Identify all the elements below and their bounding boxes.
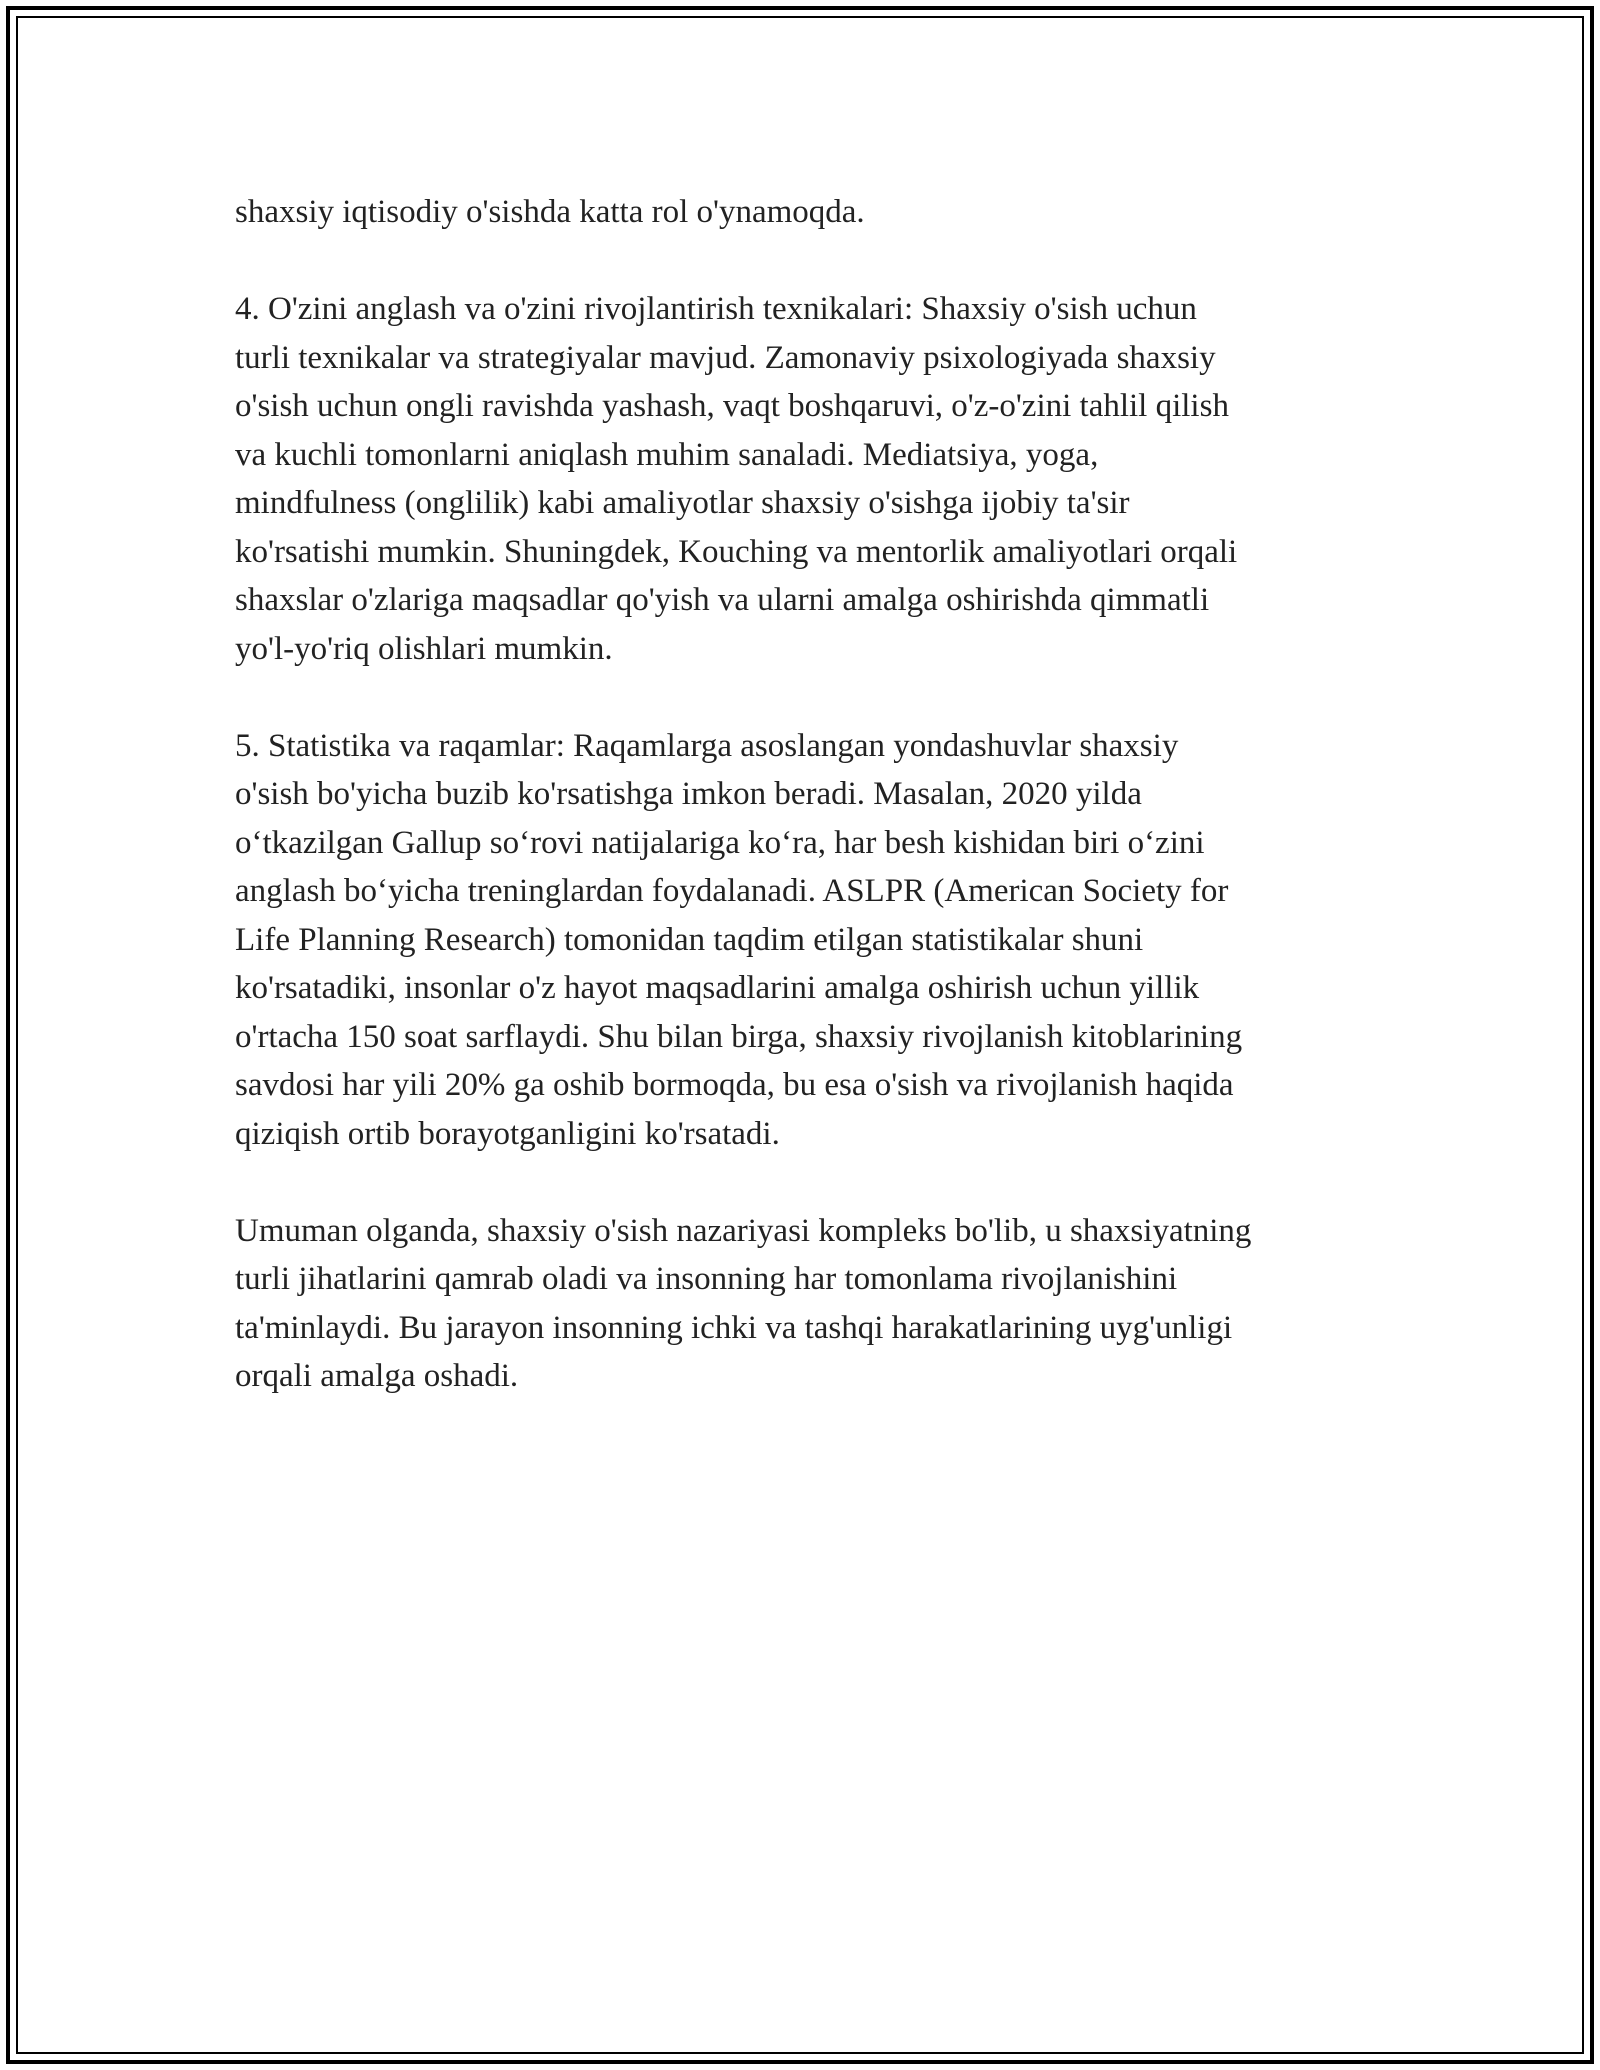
text-line: shaxsiy iqtisodiy o'sishda katta rol o'ynamoqda. <box>235 194 865 230</box>
text-line: anglash bo‘yicha treninglardan foydalanadi. ASLPR (American Society for <box>235 873 1229 909</box>
text-line: o'rtacha 150 soat sarflaydi. Shu bilan birga, shaxsiy rivojlanish kitoblarining <box>235 1018 1243 1055</box>
text-line: Umuman olganda, shaxsiy o'sish nazariyasi kompleks bo'lib, u shaxsiyatning <box>235 1212 1252 1249</box>
paragraph-conclusion <box>235 1207 1380 1401</box>
text-line: yo'l-yo'riq olishlari mumkin. <box>235 630 613 667</box>
text-line: o‘tkazilgan Gallup so‘rovi natijalariga ko‘ra, har besh kishidan biri o‘zini <box>235 824 1205 861</box>
text-line: o'sish bo'yicha buzib ko'rsatishga imkon beradi. Masalan, 2020 yilda <box>235 776 1142 812</box>
text-line: va kuchli tomonlarni aniqlash muhim sanaladi. Mediatsiya, yoga, <box>235 436 1099 473</box>
text-line: o'sish uchun ongli ravishda yashash, vaqt boshqaruvi, o'z-o'zini tahlil qilish <box>235 388 1229 424</box>
paragraph-self-development-techniques <box>235 285 1380 673</box>
paragraph-economic-growth-ending <box>235 188 1380 237</box>
text-line: ko'rsatadiki, insonlar o'z hayot maqsadlarini amalga oshirish uchun yillik <box>235 970 1200 1006</box>
text-line: ta'minlaydi. Bu jarayon insonning ichki va tashqi harakatlarining uyg'unligi <box>235 1309 1233 1346</box>
text-line: 5. Statistika va raqamlar: Raqamlarga asoslangan yondashuvlar shaxsiy <box>235 727 1179 764</box>
text-line: savdosi har yili 20% ga oshib bormoqda, bu esa o'sish va rivojlanish haqida <box>235 1067 1234 1103</box>
text-line: turli texnikalar va strategiyalar mavjud. Zamonaviy psixologiyada shaxsiy <box>235 339 1216 376</box>
text-line: qiziqish ortib borayotganligini ko'rsatadi. <box>235 1115 780 1152</box>
text-line: turli jihatlarini qamrab oladi va insonning har tomonlama rivojlanishini <box>235 1261 1178 1297</box>
text-line: orqali amalga oshadi. <box>235 1358 519 1394</box>
paragraph-statistics <box>235 722 1380 1159</box>
text-line: 4. O'zini anglash va o'zini rivojlantirish texnikalari: Shaxsiy o'sish uchun <box>235 291 1197 327</box>
text-line: shaxslar o'zlariga maqsadlar qo'yish va ularni amalga oshirishda qimmatli <box>235 582 1210 618</box>
document-body <box>235 188 1380 1449</box>
text-line: Life Planning Research) tomonidan taqdim etilgan statistikalar shuni <box>235 921 1144 958</box>
text-line: mindfulness (onglilik) kabi amaliyotlar shaxsiy o'sishga ijobiy ta'sir <box>235 485 1130 521</box>
text-line: ko'rsatishi mumkin. Shuningdek, Kouching va mentorlik amaliyotlari orqali <box>235 533 1238 570</box>
